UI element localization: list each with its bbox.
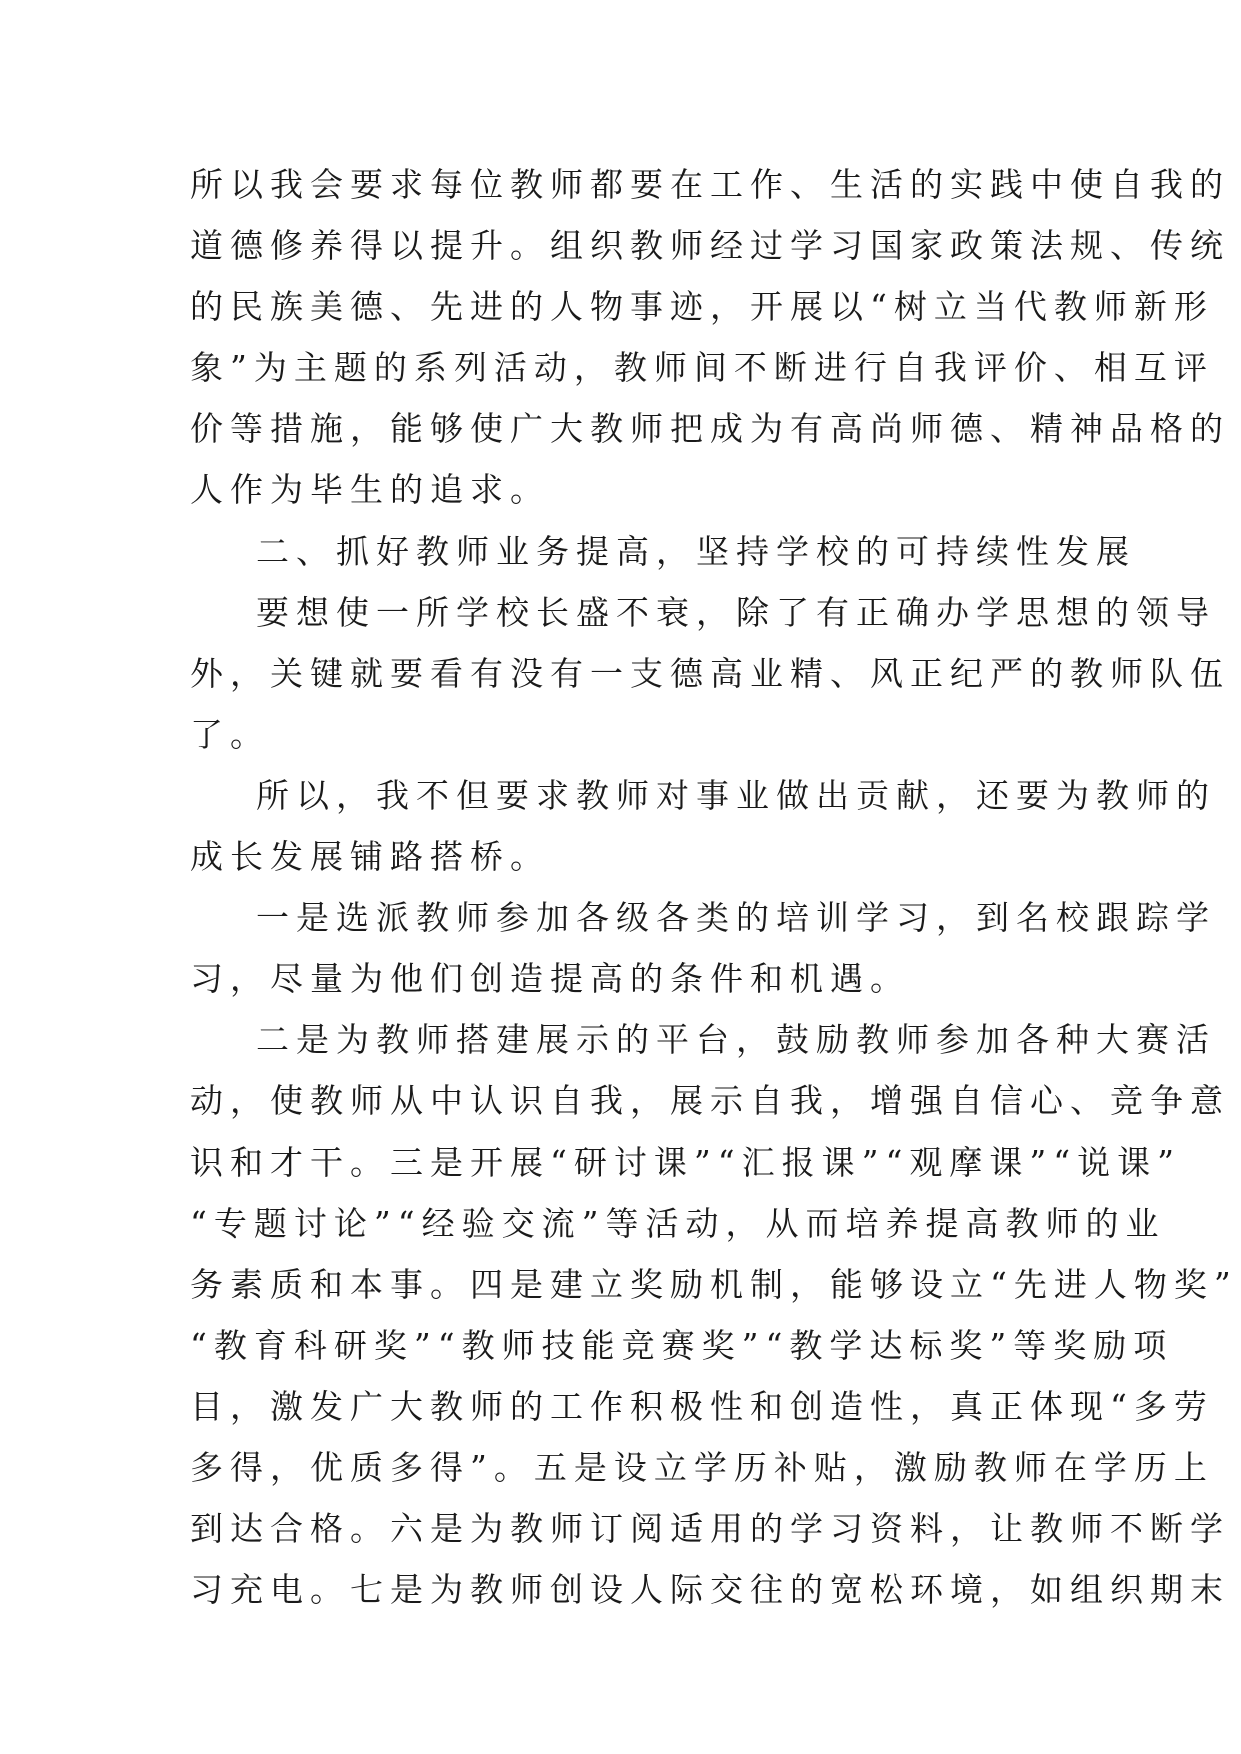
text-line: 了。: [190, 714, 270, 754]
text-line: 成长发展铺路搭桥。: [190, 837, 550, 877]
text-line: 象”为主题的系列活动，教师间不断进行自我评价、相互评: [190, 348, 1214, 388]
text-line: 一是选派教师参加各级各类的培训学习，到名校跟踪学: [256, 898, 1216, 938]
text-line: 外，关键就要看有没有一支德高业精、风正纪严的教师队伍: [190, 653, 1230, 693]
text-line: “教育科研奖”“教师技能竞赛奖”“教学达标奖”等奖励项: [190, 1325, 1174, 1365]
text-line: 人作为毕生的追求。: [190, 470, 550, 510]
text-line: 所以我会要求每位教师都要在工作、生活的实践中使自我的: [190, 165, 1230, 204]
text-line: 二是为教师搭建展示的平台，鼓励教师参加各种大赛活: [256, 1020, 1216, 1060]
text-line: 价等措施，能够使广大教师把成为有高尚师德、精神品格的: [190, 409, 1230, 449]
text-line: 习，尽量为他们创造提高的条件和机遇。: [190, 959, 910, 999]
text-line: 所以，我不但要求教师对事业做出贡献，还要为教师的: [256, 775, 1216, 815]
body-text: [190, 154, 1238, 1620]
text-line: 要想使一所学校长盛不衰，除了有正确办学思想的领导: [256, 592, 1216, 632]
text-line: 务素质和本事。四是建立奖励机制，能够设立“先进人物奖”: [190, 1264, 1238, 1304]
text-line: 习充电。七是为教师创设人际交往的宽松环境，如组织期末: [190, 1570, 1230, 1610]
text-line: 多得，优质多得”。五是设立学历补贴，激励教师在学历上: [190, 1447, 1214, 1487]
text-line: 道德修养得以提升。组织教师经过学习国家政策法规、传统: [190, 226, 1230, 266]
text-line: 目，激发广大教师的工作积极性和创造性，真正体现“多劳: [190, 1386, 1214, 1426]
text-line: “专题讨论”“经验交流”等活动，从而培养提高教师的业: [190, 1203, 1166, 1243]
text-line: 二、抓好教师业务提高，坚持学校的可持续性发展: [256, 531, 1136, 571]
text-line: 的民族美德、先进的人物事迹，开展以“树立当代教师新形: [190, 287, 1214, 327]
text-line: 动，使教师从中认识自我，展示自我，增强自信心、竞争意: [190, 1081, 1230, 1121]
text-line: 识和才干。三是开展“研讨课”“汇报课”“观摩课”“说课”: [190, 1142, 1181, 1182]
text-line: 到达合格。六是为教师订阅适用的学习资料，让教师不断学: [190, 1509, 1230, 1549]
